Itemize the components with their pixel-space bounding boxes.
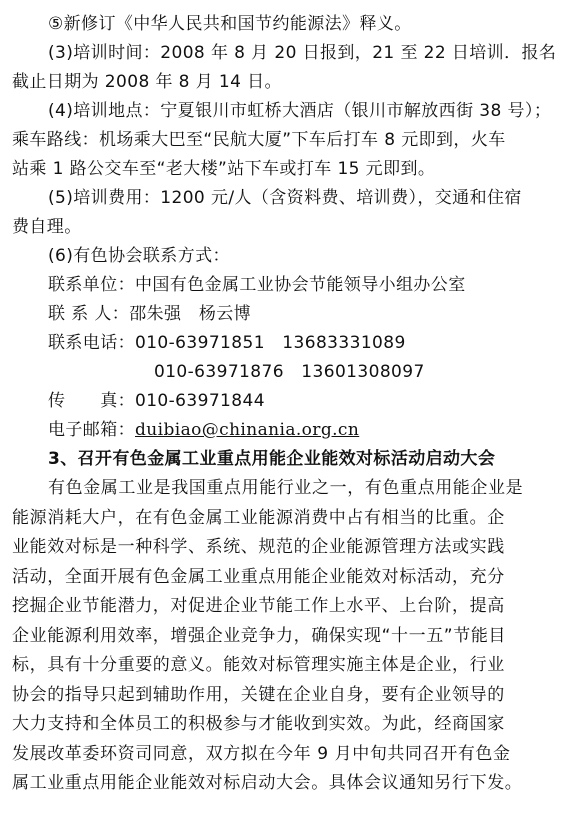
contact-person-row [12,300,560,329]
contact-person-value: 邵朱强 杨云博 [129,304,252,324]
paragraph-line: 能源消耗大户，在有色金属工业能源消费中占有相当的比重。企 [12,507,505,528]
paragraph-line: 协会的指导只起到辅助作用，关键在企业自身，要有企业领导的 [12,684,505,705]
text-line: 截止日期为 2008 年 8 月 14 日。 [12,72,282,92]
text-line: (3)培训时间：2008 年 8 月 20 日报到，21 至 22 日培训．报名 [48,43,557,63]
contact-person-label: 联 系 人： [48,304,130,324]
contact-fax-label: 传 真： [48,391,135,411]
paragraph-line: 有色金属工业是我国重点用能行业之一，有色重点用能企业是 [48,478,524,498]
text-line: 乘车路线：机场乘大巴至“民航大厦”下车后打车 8 元即到，火车 [12,130,506,150]
contact-email-link[interactable]: duibiao@chinania.org.cn [135,420,360,440]
contact-fax-value: 010-63971844 [135,391,265,411]
contact-unit-value: 中国有色金属工业协会节能领导小组办公室 [135,275,466,295]
text-line: (6)有色协会联系方式： [48,246,230,266]
text-line: ⑤新修订《中华人民共和国节约能源法》释义。 [48,14,412,34]
text-line: (4)培训地点：宁夏银川市虹桥大酒店（银川市解放西街 38 号）； [48,101,552,121]
text-line: 站乘 1 路公交车至“老大楼”站下车或打车 15 元即到。 [12,159,436,179]
contact-phone-value: 010-63971851 13683331089 [135,333,406,353]
contact-email-label: 电子邮箱： [48,420,135,440]
contact-email-row [12,416,560,445]
paragraph-line: 活动，全面开展有色金属工业重点用能企业能效对标活动，充分 [12,566,505,587]
paragraph-line: 属工业重点用能企业能效对标启动大会。具体会议通知另行下发。 [12,773,523,793]
paragraph-line: 挖掘企业节能潜力，对促进企业节能工作上水平、上台阶，提高 [12,596,505,616]
paragraph-line: 标，具有十分重要的意义。能效对标管理实施主体是企业，行业 [12,655,505,675]
contact-unit-row [12,271,560,300]
paragraph-line: 企业能源利用效率，增强企业竞争力，确保实现“十一五”节能目 [12,625,507,646]
contact-phone-row [12,329,560,358]
section-heading: 3、召开有色金属工业重点用能企业能效对标活动启动大会 [48,449,496,469]
contact-phone-label: 联系电话： [48,333,135,353]
text-line: (5)培训费用：1200 元/人（含资料费、培训费），交通和住宿 [48,188,522,208]
contact-phone-row-2 [12,358,560,387]
contact-phone-value-2: 010-63971876 13601308097 [154,362,425,382]
paragraph-line: 业能效对标是一种科学、系统、规范的企业能源管理方法或实践 [12,537,505,557]
paragraph-line: 发展改革委环资司同意，双方拟在今年 9 月中旬共同召开有色金 [12,743,511,764]
contact-unit-label: 联系单位： [48,275,135,295]
contact-fax-row [12,387,560,416]
paragraph-line: 大力支持和全体员工的积极参与才能收到实效。为此，经商国家 [12,714,505,734]
text-line: 费自理。 [12,217,82,237]
